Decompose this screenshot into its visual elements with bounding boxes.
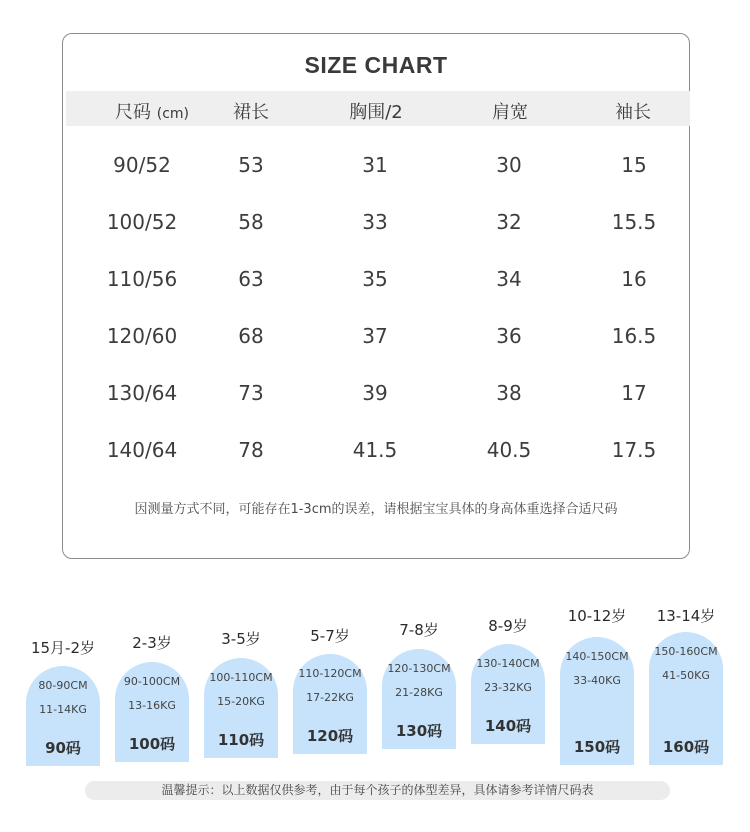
size-pill: [204, 658, 278, 758]
size-pill: [115, 662, 189, 762]
cell-skirt-length: 73: [238, 381, 264, 405]
height-range: 120-130CM: [387, 662, 451, 675]
cell-size: 120/60: [106, 324, 178, 348]
age-label: 3-5岁: [221, 630, 261, 648]
table-header: [66, 91, 690, 126]
header-sleeve: 袖长: [615, 102, 651, 123]
size-pill: [293, 654, 367, 754]
cell-sleeve: 17: [621, 381, 647, 405]
size-pill: [26, 666, 100, 766]
table-row: [63, 381, 689, 411]
weight-range: 17-22KG: [306, 691, 354, 704]
cell-size: 130/64: [106, 381, 178, 405]
table-row: [63, 267, 689, 297]
cell-shoulder: 34: [496, 267, 522, 291]
cell-skirt-length: 78: [238, 438, 264, 462]
height-range: 110-120CM: [298, 667, 362, 680]
size-label: 100码: [128, 735, 176, 753]
age-label: 8-9岁: [488, 617, 528, 635]
size-chart-card: [62, 33, 690, 559]
weight-range: 11-14KG: [39, 703, 87, 716]
cell-shoulder: 40.5: [486, 438, 532, 462]
cell-skirt-length: 68: [238, 324, 264, 348]
header-shoulder: 肩宽: [492, 102, 528, 123]
cell-sleeve: 17.5: [611, 438, 657, 462]
weight-range: 23-32KG: [484, 681, 532, 694]
reminder-tip: 温馨提示：以上数据仅供参考，由于每个孩子的体型差异，具体请参考详情尺码表: [85, 781, 670, 800]
header-size-unit: (cm): [156, 106, 189, 122]
size-pill: [649, 632, 723, 765]
cell-chest: 41.5: [352, 438, 398, 462]
cell-shoulder: 38: [496, 381, 522, 405]
cell-chest: 35: [362, 267, 388, 291]
cell-size: 100/52: [106, 210, 178, 234]
size-label: 140码: [484, 717, 532, 735]
table-row: [63, 324, 689, 354]
weight-range: 33-40KG: [573, 674, 621, 687]
size-pill: [382, 649, 456, 749]
height-range: 80-90CM: [38, 679, 88, 692]
cell-shoulder: 30: [496, 153, 522, 177]
age-label: 2-3岁: [132, 634, 172, 652]
header-size-label: 尺码: [115, 102, 151, 123]
size-label: 160码: [662, 738, 710, 756]
header-skirt-length: 裙长: [233, 102, 269, 123]
table-row: [63, 210, 689, 240]
cell-size: 140/64: [106, 438, 178, 462]
age-label: 15月-2岁: [30, 639, 96, 657]
age-label: 10-12岁: [567, 607, 627, 625]
cell-size: 110/56: [106, 267, 178, 291]
height-range: 150-160CM: [654, 645, 718, 658]
age-label: 7-8岁: [399, 621, 439, 639]
weight-range: 21-28KG: [395, 686, 443, 699]
weight-range: 13-16KG: [128, 699, 176, 712]
height-range: 140-150CM: [565, 650, 629, 663]
size-pill: [560, 637, 634, 765]
age-label: 13-14岁: [656, 607, 716, 625]
size-label: 90码: [45, 739, 81, 757]
weight-range: 15-20KG: [217, 695, 265, 708]
cell-sleeve: 15.5: [611, 210, 657, 234]
chart-title: SIZE CHART: [304, 52, 448, 78]
header-chest: 胸围/2: [349, 102, 403, 123]
table-row: [63, 153, 689, 183]
cell-shoulder: 32: [496, 210, 522, 234]
size-label: 110码: [217, 731, 265, 749]
cell-chest: 39: [362, 381, 388, 405]
size-pill: [471, 644, 545, 744]
cell-sleeve: 16: [621, 267, 647, 291]
cell-skirt-length: 58: [238, 210, 264, 234]
age-label: 5-7岁: [310, 627, 350, 645]
cell-size: 90/52: [113, 153, 171, 177]
cell-skirt-length: 53: [238, 153, 264, 177]
size-label: 120码: [306, 727, 354, 745]
cell-chest: 37: [362, 324, 388, 348]
cell-sleeve: 16.5: [611, 324, 657, 348]
size-label: 130码: [395, 722, 443, 740]
table-row: [63, 438, 689, 468]
cell-shoulder: 36: [496, 324, 522, 348]
weight-range: 41-50KG: [662, 669, 710, 682]
cell-skirt-length: 63: [238, 267, 264, 291]
cell-sleeve: 15: [621, 153, 647, 177]
height-range: 130-140CM: [476, 657, 540, 670]
size-label: 150码: [573, 738, 621, 756]
cell-chest: 33: [362, 210, 388, 234]
height-range: 100-110CM: [209, 671, 273, 684]
measurement-note: 因测量方式不同，可能存在1-3cm的误差，请根据宝宝具体的身高体重选择合适尺码: [134, 502, 618, 517]
height-range: 90-100CM: [123, 675, 181, 688]
cell-chest: 31: [362, 153, 388, 177]
